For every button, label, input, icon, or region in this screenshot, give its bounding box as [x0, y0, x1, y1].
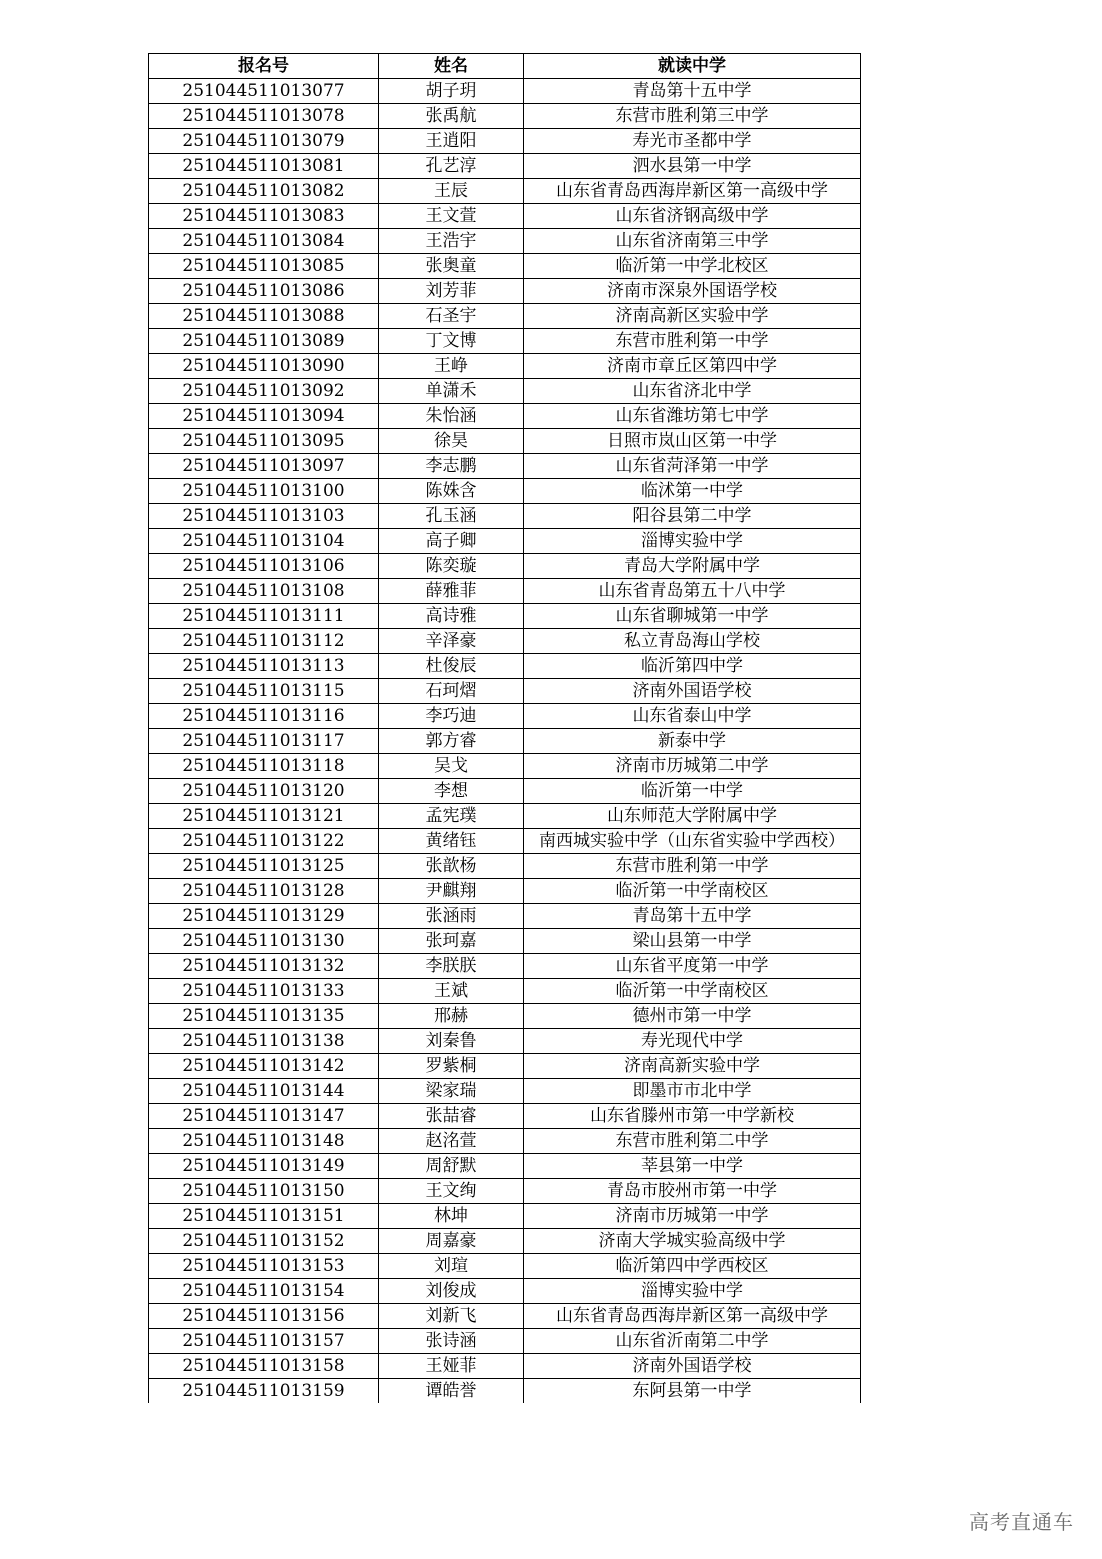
school-cell	[524, 579, 861, 604]
student-name-cell: 王斌	[379, 979, 524, 1004]
student-name-cell: 尹麒翔	[379, 879, 524, 904]
school-cell	[524, 779, 861, 804]
registration-number-cell: 251044511013128	[149, 879, 379, 904]
registration-number-cell: 251044511013090	[149, 354, 379, 379]
school-cell	[524, 404, 861, 429]
student-name-cell: 张诗涵	[379, 1329, 524, 1354]
student-name-cell: 赵洺萱	[379, 1129, 524, 1154]
table-row	[149, 1179, 861, 1204]
table-row	[149, 1054, 861, 1079]
school-cell	[524, 804, 861, 829]
table-row	[149, 479, 861, 504]
student-name-cell: 王娅菲	[379, 1354, 524, 1379]
school-cell	[524, 554, 861, 579]
table-row	[149, 804, 861, 829]
student-name-cell: 王浩宇	[379, 229, 524, 254]
school-cell	[524, 1354, 861, 1379]
table-row	[149, 529, 861, 554]
student-name-cell: 王文绚	[379, 1179, 524, 1204]
student-name-cell: 徐昊	[379, 429, 524, 454]
table-row	[149, 1029, 861, 1054]
school-name-text: 济南外国语学校	[632, 1356, 752, 1376]
student-name-cell: 胡子玥	[379, 79, 524, 104]
registration-number-cell: 251044511013150	[149, 1179, 379, 1204]
student-roster-table	[148, 53, 861, 1403]
registration-number-cell: 251044511013125	[149, 854, 379, 879]
table-row	[149, 829, 861, 854]
registration-number-cell: 251044511013083	[149, 204, 379, 229]
table-row	[149, 754, 861, 779]
table-row	[149, 229, 861, 254]
table-row	[149, 404, 861, 429]
school-name-text: 日照市岚山区第一中学	[607, 431, 777, 451]
registration-number-cell: 251044511013158	[149, 1354, 379, 1379]
school-cell	[524, 129, 861, 154]
table-row	[149, 454, 861, 479]
school-cell	[524, 529, 861, 554]
registration-number-cell: 251044511013132	[149, 954, 379, 979]
student-name-cell: 黄绪钰	[379, 829, 524, 854]
school-cell	[524, 379, 861, 404]
school-name-text: 临沂第一中学南校区	[615, 881, 769, 901]
student-name-cell: 刘新飞	[379, 1304, 524, 1329]
school-name-text: 山东省聊城第一中学	[615, 606, 769, 626]
school-cell	[524, 979, 861, 1004]
table-row	[149, 179, 861, 204]
registration-number-cell: 251044511013079	[149, 129, 379, 154]
table-row	[149, 1354, 861, 1379]
table-row	[149, 1004, 861, 1029]
school-cell	[524, 504, 861, 529]
registration-number-cell: 251044511013085	[149, 254, 379, 279]
table-row	[149, 654, 861, 679]
student-name-cell: 单潇禾	[379, 379, 524, 404]
student-name-cell: 张奥童	[379, 254, 524, 279]
student-name-cell: 罗紫桐	[379, 1054, 524, 1079]
table-row	[149, 729, 861, 754]
table-row	[149, 129, 861, 154]
table-row	[149, 504, 861, 529]
registration-number-cell: 251044511013108	[149, 579, 379, 604]
school-cell	[524, 1104, 861, 1129]
student-name-cell: 周嘉豪	[379, 1229, 524, 1254]
school-name-text: 东营市胜利第一中学	[615, 331, 769, 351]
registration-number-cell: 251044511013157	[149, 1329, 379, 1354]
registration-number-cell: 251044511013147	[149, 1104, 379, 1129]
registration-number-cell: 251044511013149	[149, 1154, 379, 1179]
school-name-text: 德州市第一中学	[632, 1006, 752, 1026]
student-name-cell: 李志鹏	[379, 454, 524, 479]
school-name-text: 南西城实验中学（山东省实验中学西校）	[539, 831, 845, 851]
school-cell	[524, 1029, 861, 1054]
school-name-text: 济南市历城第一中学	[615, 1206, 769, 1226]
table-row	[149, 1254, 861, 1279]
student-name-cell: 张歆杨	[379, 854, 524, 879]
student-name-cell: 王辰	[379, 179, 524, 204]
student-name-cell: 刘秦鲁	[379, 1029, 524, 1054]
student-name-cell: 高诗雅	[379, 604, 524, 629]
school-cell	[524, 879, 861, 904]
school-name-text: 青岛第十五中学	[632, 81, 752, 101]
school-cell	[524, 1304, 861, 1329]
student-name-cell: 邢赫	[379, 1004, 524, 1029]
student-name-cell: 张涵雨	[379, 904, 524, 929]
school-cell	[524, 829, 861, 854]
school-cell	[524, 429, 861, 454]
registration-number-cell: 251044511013112	[149, 629, 379, 654]
student-name-cell: 辛泽豪	[379, 629, 524, 654]
table-row	[149, 1104, 861, 1129]
header-registration-number: 报名号	[149, 54, 379, 79]
student-name-cell: 张喆睿	[379, 1104, 524, 1129]
school-name-text: 临沂第四中学西校区	[615, 1256, 769, 1276]
registration-number-cell: 251044511013122	[149, 829, 379, 854]
school-name-text: 临沂第一中学南校区	[615, 981, 769, 1001]
student-name-cell: 孟宪璞	[379, 804, 524, 829]
school-cell	[524, 479, 861, 504]
registration-number-cell: 251044511013130	[149, 929, 379, 954]
registration-number-cell: 251044511013113	[149, 654, 379, 679]
registration-number-cell: 251044511013106	[149, 554, 379, 579]
school-name-text: 山东省青岛西海岸新区第一高级中学	[556, 181, 828, 201]
table-row	[149, 879, 861, 904]
school-name-text: 山东省济南第三中学	[615, 231, 769, 251]
school-name-text: 青岛第十五中学	[632, 906, 752, 926]
registration-number-cell: 251044511013089	[149, 329, 379, 354]
table-row	[149, 904, 861, 929]
student-name-cell: 孔玉涵	[379, 504, 524, 529]
school-name-text: 山东师范大学附属中学	[607, 806, 777, 826]
table-row	[149, 329, 861, 354]
student-name-cell: 李巧迪	[379, 704, 524, 729]
registration-number-cell: 251044511013082	[149, 179, 379, 204]
registration-number-cell: 251044511013078	[149, 104, 379, 129]
registration-number-cell: 251044511013154	[149, 1279, 379, 1304]
table-row	[149, 254, 861, 279]
registration-number-cell: 251044511013116	[149, 704, 379, 729]
table-row	[149, 1279, 861, 1304]
student-name-cell: 杜俊辰	[379, 654, 524, 679]
school-cell	[524, 104, 861, 129]
table-row	[149, 104, 861, 129]
school-name-text: 东营市胜利第二中学	[615, 1131, 769, 1151]
student-name-cell: 林坤	[379, 1204, 524, 1229]
student-name-cell: 丁文博	[379, 329, 524, 354]
table-row	[149, 279, 861, 304]
table-row	[149, 929, 861, 954]
school-name-text: 山东省青岛第五十八中学	[598, 581, 786, 601]
registration-number-cell: 251044511013095	[149, 429, 379, 454]
registration-number-cell: 251044511013117	[149, 729, 379, 754]
school-name-text: 山东省青岛西海岸新区第一高级中学	[556, 1306, 828, 1326]
school-cell	[524, 1229, 861, 1254]
school-name-text: 山东省沂南第二中学	[615, 1331, 769, 1351]
registration-number-cell: 251044511013121	[149, 804, 379, 829]
table-row	[149, 979, 861, 1004]
registration-number-cell: 251044511013118	[149, 754, 379, 779]
school-name-text: 莘县第一中学	[641, 1156, 743, 1176]
table-row	[149, 79, 861, 104]
school-name-text: 山东省济钢高级中学	[615, 206, 769, 226]
school-cell	[524, 1254, 861, 1279]
school-name-text: 梁山县第一中学	[632, 931, 752, 951]
school-cell	[524, 904, 861, 929]
registration-number-cell: 251044511013094	[149, 404, 379, 429]
school-name-text: 济南高新实验中学	[624, 1056, 760, 1076]
school-cell	[524, 1054, 861, 1079]
registration-number-cell: 251044511013151	[149, 1204, 379, 1229]
school-name-text: 济南市深泉外国语学校	[607, 281, 777, 301]
school-name-text: 临沂第四中学	[641, 656, 743, 676]
school-cell	[524, 1329, 861, 1354]
school-name-text: 济南市章丘区第四中学	[607, 356, 777, 376]
school-cell	[524, 704, 861, 729]
school-name-text: 临沭第一中学	[641, 481, 743, 501]
table-row	[149, 779, 861, 804]
school-name-text: 山东省菏泽第一中学	[615, 456, 769, 476]
registration-number-cell: 251044511013152	[149, 1229, 379, 1254]
watermark: 高考直通车	[969, 1510, 1074, 1534]
school-cell	[524, 629, 861, 654]
school-cell	[524, 229, 861, 254]
table-row	[149, 379, 861, 404]
school-cell	[524, 754, 861, 779]
student-name-cell: 李想	[379, 779, 524, 804]
registration-number-cell: 251044511013133	[149, 979, 379, 1004]
student-name-cell: 陈姝含	[379, 479, 524, 504]
student-name-cell: 孔艺淳	[379, 154, 524, 179]
table-row	[149, 304, 861, 329]
table-row	[149, 554, 861, 579]
school-name-text: 即墨市市北中学	[632, 1081, 752, 1101]
school-cell	[524, 279, 861, 304]
registration-number-cell: 251044511013104	[149, 529, 379, 554]
school-cell	[524, 854, 861, 879]
table-row	[149, 204, 861, 229]
table-row	[149, 704, 861, 729]
registration-number-cell: 251044511013153	[149, 1254, 379, 1279]
school-cell	[524, 954, 861, 979]
registration-number-cell: 251044511013144	[149, 1079, 379, 1104]
student-name-cell: 张禹航	[379, 104, 524, 129]
table-row	[149, 429, 861, 454]
registration-number-cell: 251044511013148	[149, 1129, 379, 1154]
school-cell	[524, 79, 861, 104]
student-name-cell: 高子卿	[379, 529, 524, 554]
school-cell	[524, 1179, 861, 1204]
table-body	[149, 79, 861, 1404]
table-row	[149, 1304, 861, 1329]
student-name-cell: 郭方睿	[379, 729, 524, 754]
school-cell	[524, 1004, 861, 1029]
school-cell	[524, 929, 861, 954]
table-row	[149, 1204, 861, 1229]
school-name-text: 山东省泰山中学	[632, 706, 752, 726]
school-name-text: 济南市历城第二中学	[615, 756, 769, 776]
school-name-text: 临沂第一中学	[641, 781, 743, 801]
registration-number-cell: 251044511013084	[149, 229, 379, 254]
table-row	[149, 1379, 861, 1404]
school-cell	[524, 679, 861, 704]
school-name-text: 青岛市胶州市第一中学	[607, 1181, 777, 1201]
student-name-cell: 陈奕璇	[379, 554, 524, 579]
registration-number-cell: 251044511013088	[149, 304, 379, 329]
student-name-cell: 薛雅菲	[379, 579, 524, 604]
school-cell	[524, 1279, 861, 1304]
table-row	[149, 1154, 861, 1179]
table-header-row	[149, 54, 861, 79]
student-name-cell: 周舒默	[379, 1154, 524, 1179]
school-name-text: 山东省济北中学	[632, 381, 752, 401]
student-name-cell: 吴戈	[379, 754, 524, 779]
registration-number-cell: 251044511013138	[149, 1029, 379, 1054]
school-name-text: 淄博实验中学	[641, 531, 743, 551]
registration-number-cell: 251044511013111	[149, 604, 379, 629]
table-row	[149, 1079, 861, 1104]
table-row	[149, 679, 861, 704]
registration-number-cell: 251044511013120	[149, 779, 379, 804]
school-name-text: 山东省滕州市第一中学新校	[590, 1106, 794, 1126]
table-row	[149, 354, 861, 379]
table-row	[149, 954, 861, 979]
registration-number-cell: 251044511013103	[149, 504, 379, 529]
school-name-text: 阳谷县第二中学	[632, 506, 752, 526]
table-row	[149, 629, 861, 654]
school-cell	[524, 604, 861, 629]
table-row	[149, 1129, 861, 1154]
school-cell	[524, 729, 861, 754]
school-cell	[524, 1154, 861, 1179]
student-name-cell: 张珂嘉	[379, 929, 524, 954]
registration-number-cell: 251044511013097	[149, 454, 379, 479]
registration-number-cell: 251044511013135	[149, 1004, 379, 1029]
school-name-text: 泗水县第一中学	[632, 156, 752, 176]
registration-number-cell: 251044511013081	[149, 154, 379, 179]
table-row	[149, 579, 861, 604]
registration-number-cell: 251044511013156	[149, 1304, 379, 1329]
student-name-cell: 石圣宇	[379, 304, 524, 329]
school-name-text: 东营市胜利第三中学	[615, 106, 769, 126]
school-cell	[524, 454, 861, 479]
student-name-cell: 谭皓誉	[379, 1379, 524, 1404]
school-name-text: 新泰中学	[658, 731, 726, 751]
school-name-text: 山东省潍坊第七中学	[615, 406, 769, 426]
student-name-cell: 王逍阳	[379, 129, 524, 154]
school-name-text: 寿光市圣都中学	[632, 131, 752, 151]
school-cell	[524, 1204, 861, 1229]
student-name-cell: 朱怡涵	[379, 404, 524, 429]
table-row	[149, 1329, 861, 1354]
student-name-cell: 李朕朕	[379, 954, 524, 979]
table-row	[149, 604, 861, 629]
school-cell	[524, 1079, 861, 1104]
student-name-cell: 石珂熠	[379, 679, 524, 704]
student-name-cell: 刘瑄	[379, 1254, 524, 1279]
registration-number-cell: 251044511013115	[149, 679, 379, 704]
school-name-text: 济南高新区实验中学	[615, 306, 769, 326]
student-name-cell: 梁家瑞	[379, 1079, 524, 1104]
school-cell	[524, 179, 861, 204]
school-name-text: 济南大学城实验高级中学	[598, 1231, 786, 1251]
school-cell	[524, 304, 861, 329]
school-name-text: 寿光现代中学	[641, 1031, 743, 1051]
school-name-text: 私立青岛海山学校	[624, 631, 760, 651]
table-row	[149, 1229, 861, 1254]
school-name-text: 东营市胜利第一中学	[615, 856, 769, 876]
school-name-text: 济南外国语学校	[632, 681, 752, 701]
student-name-cell: 王峥	[379, 354, 524, 379]
school-cell	[524, 329, 861, 354]
school-cell	[524, 354, 861, 379]
student-name-cell: 王文萱	[379, 204, 524, 229]
school-name-text: 山东省平度第一中学	[615, 956, 769, 976]
registration-number-cell: 251044511013129	[149, 904, 379, 929]
school-cell	[524, 204, 861, 229]
school-name-text: 淄博实验中学	[641, 1281, 743, 1301]
school-name-text: 临沂第一中学北校区	[615, 256, 769, 276]
registration-number-cell: 251044511013077	[149, 79, 379, 104]
school-name-text: 青岛大学附属中学	[624, 556, 760, 576]
registration-number-cell: 251044511013142	[149, 1054, 379, 1079]
table-row	[149, 854, 861, 879]
school-cell	[524, 254, 861, 279]
registration-number-cell: 251044511013100	[149, 479, 379, 504]
school-cell	[524, 654, 861, 679]
school-cell	[524, 1379, 861, 1404]
school-name-text: 东阿县第一中学	[632, 1381, 752, 1401]
registration-number-cell: 251044511013159	[149, 1379, 379, 1404]
registration-number-cell: 251044511013092	[149, 379, 379, 404]
student-name-cell: 刘俊成	[379, 1279, 524, 1304]
header-name: 姓名	[379, 54, 524, 79]
school-cell	[524, 154, 861, 179]
header-school: 就读中学	[524, 54, 861, 79]
table-row	[149, 154, 861, 179]
registration-number-cell: 251044511013086	[149, 279, 379, 304]
school-cell	[524, 1129, 861, 1154]
student-name-cell: 刘芳菲	[379, 279, 524, 304]
